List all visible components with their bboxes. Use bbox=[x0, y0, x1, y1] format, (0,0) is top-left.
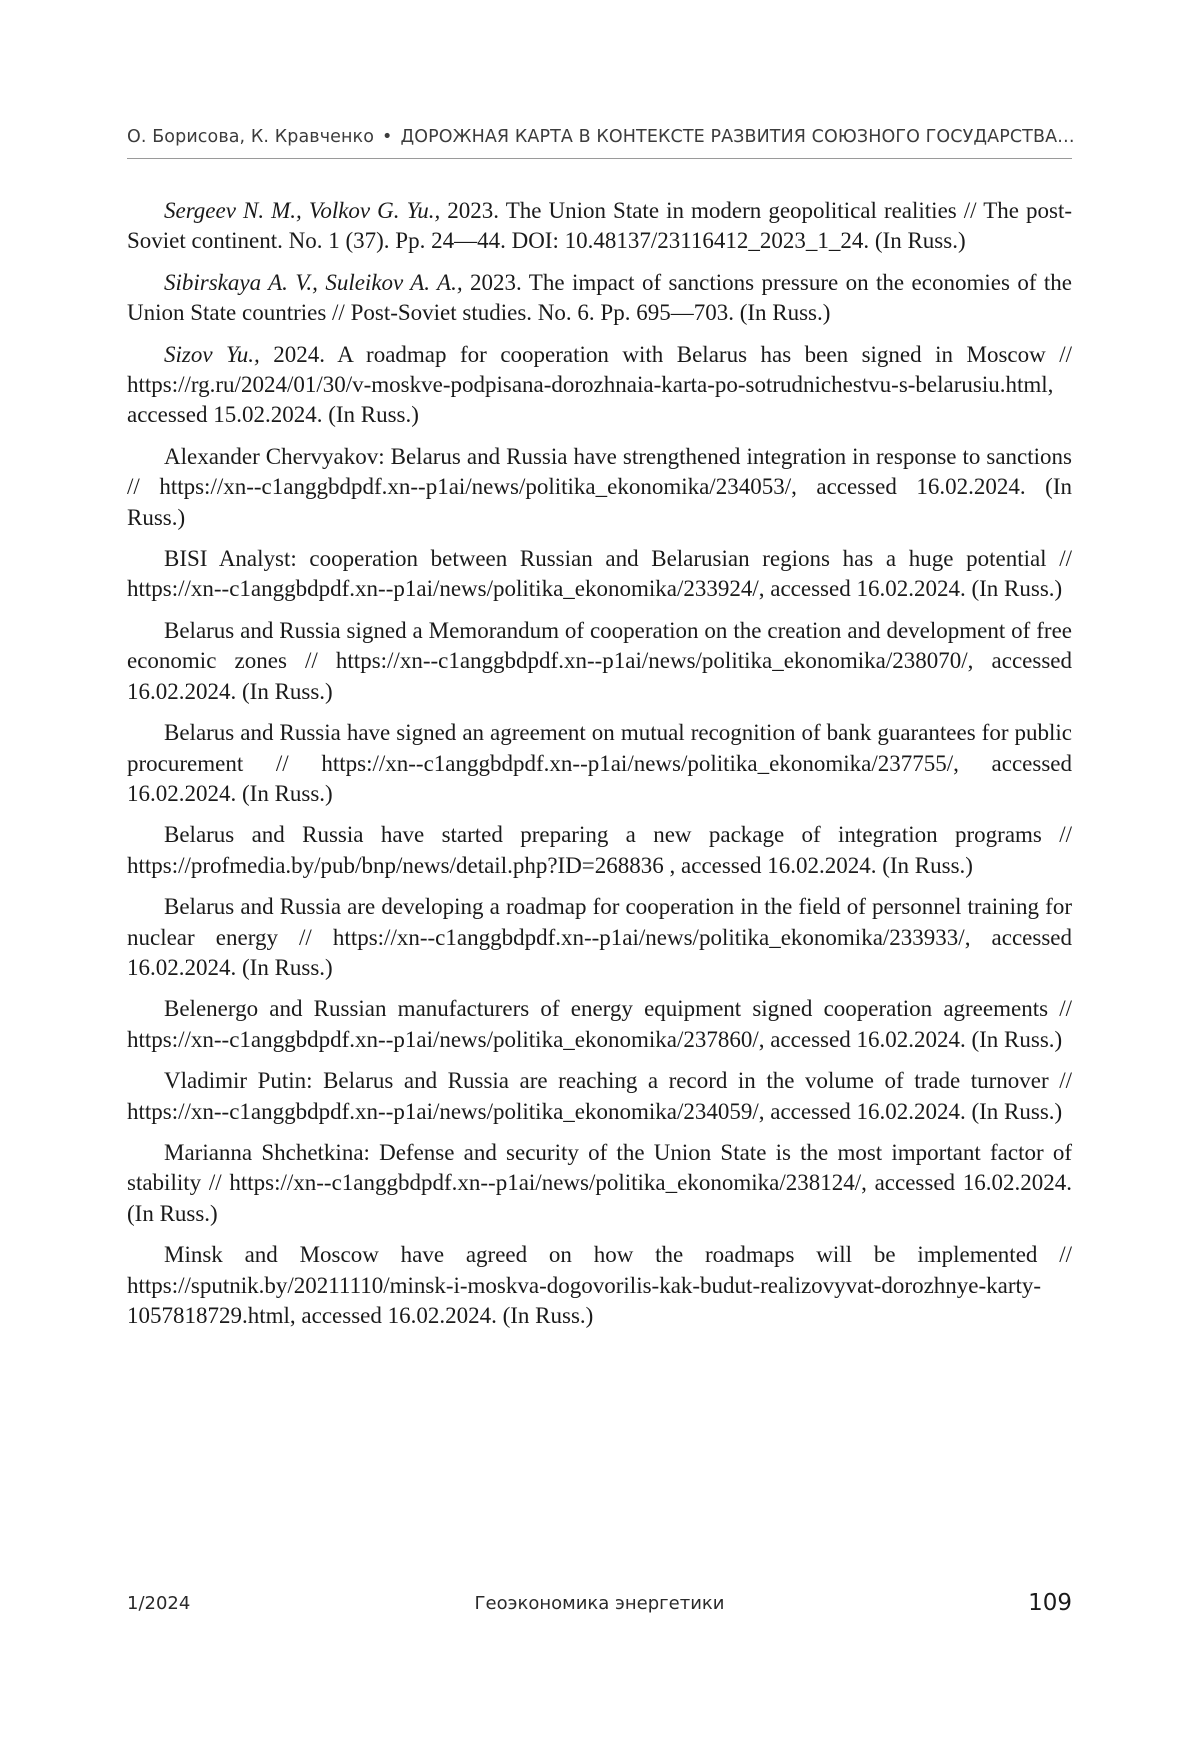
reference-text: Marianna Shchetkina: Defense and security of the Union State is the most important factor of stability // https://xn--c1anggbdpdf.xn--p1ai/news/politika_ekonomika/238124/, accessed 16.02.2024. (In Russ.) bbox=[127, 1139, 1072, 1226]
reference-item bbox=[127, 994, 1072, 1055]
reference-text: Belarus and Russia are developing a roadmap for cooperation in the field of personnel training for nuclear energy // https://xn--c1anggbdpdf.xn--p1ai/news/politika_ekonomika/233933/, accessed 16.02.2024. (In Russ.) bbox=[127, 894, 1072, 980]
running-header-title: ДОРОЖНАЯ КАРТА В КОНТЕКСТЕ РАЗВИТИЯ СОЮЗНОГО ГОСУДАРСТВА… bbox=[400, 127, 1075, 147]
reference-item bbox=[127, 1138, 1072, 1229]
reference-item bbox=[127, 340, 1072, 431]
reference-text: Alexander Chervyakov: Belarus and Russia have strengthened integration in response to sanctions // https://xn--c1anggbdpdf.xn--p1ai/news/politika_ekonomika/234053/, accessed 16.02.2024. (In Russ.) bbox=[127, 443, 1072, 530]
reference-item bbox=[127, 718, 1072, 809]
header-divider bbox=[127, 158, 1072, 159]
reference-item bbox=[127, 616, 1072, 707]
reference-text: Belenergo and Russian manufacturers of energy equipment signed cooperation agreements // https://xn--c1anggbdpdf.xn--p1ai/news/politika_ekonomika/237860/, accessed 16.02.2024. (In Russ.) bbox=[127, 996, 1072, 1052]
reference-item bbox=[127, 196, 1072, 257]
running-header-bullet: • bbox=[382, 127, 393, 147]
footer-issue: 1/2024 bbox=[127, 1593, 191, 1614]
reference-text: 2023. The impact of sanctions pressure on the economies of the Union State countries // Post-Soviet studies. No. 6. Pp. 695—703. (In Russ.) bbox=[127, 269, 1072, 326]
reference-list bbox=[127, 196, 1072, 1342]
reference-text: 2023. The Union State in modern geopolitical realities // The post-Soviet continent. No. 1 (37). Pp. 24—44. DOI: 10.48137/23116412_2023_1_24. (In Russ.) bbox=[127, 198, 1072, 254]
reference-item bbox=[127, 544, 1072, 605]
running-header-authors: О. Борисова, К. Кравченко bbox=[127, 127, 375, 147]
reference-item bbox=[127, 1240, 1072, 1331]
reference-item bbox=[127, 820, 1072, 881]
reference-text: Belarus and Russia have signed an agreement on mutual recognition of bank guarantees for public procurement // https://xn--c1anggbdpdf.xn--p1ai/news/politika_ekonomika/237755/, accessed 16.02.2024. (In Russ.) bbox=[127, 720, 1072, 806]
page-number: 109 bbox=[1028, 1590, 1072, 1616]
reference-text: Belarus and Russia signed a Memorandum of cooperation on the creation and development of free economic zones // https://xn--c1anggbdpdf.xn--p1ai/news/politika_ekonomika/238070/, accessed 16.02.2024. (In Russ.) bbox=[127, 617, 1072, 704]
page-footer bbox=[127, 1590, 1072, 1620]
reference-item bbox=[127, 892, 1072, 983]
reference-text: 2024. A roadmap for cooperation with Belarus has been signed in Moscow // https://rg.ru/2024/01/30/v-moskve-podpisana-dorozhnaia-karta-po-sotrudnichestvu-s-belarusiu.html, accessed 15.02.2024. (In Russ.) bbox=[127, 341, 1072, 428]
reference-authors: Sibirskaya A. V., Suleikov A. A., bbox=[164, 269, 463, 295]
reference-authors: Sergeev N. M., Volkov G. Yu., bbox=[164, 198, 441, 223]
reference-text: Vladimir Putin: Belarus and Russia are reaching a record in the volume of trade turnover // https://xn--c1anggbdpdf.xn--p1ai/news/politika_ekonomika/234059/, accessed 16.02.2024. (In Russ.) bbox=[127, 1068, 1072, 1124]
running-header bbox=[127, 125, 1075, 149]
footer-journal-title: Геоэкономика энергетики bbox=[474, 1593, 725, 1614]
reference-text: Belarus and Russia have started preparing a new package of integration programs // https://profmedia.by/pub/bnp/news/detail.php?ID=268836 , accessed 16.02.2024. (In Russ.) bbox=[127, 822, 1072, 878]
reference-item bbox=[127, 268, 1072, 329]
reference-item bbox=[127, 1066, 1072, 1127]
reference-authors: Sizov Yu., bbox=[164, 341, 260, 367]
reference-item bbox=[127, 442, 1072, 533]
reference-text: BISI Analyst: cooperation between Russian and Belarusian regions has a huge potential // https://xn--c1anggbdpdf.xn--p1ai/news/politika_ekonomika/233924/, accessed 16.02.2024. (In Russ.) bbox=[127, 546, 1072, 602]
reference-text: Minsk and Moscow have agreed on how the roadmaps will be implemented // https://sputnik.by/20211110/minsk-i-moskva-dogovorilis-kak-budut-realizovyvat-dorozhnye-karty-1057818729.html, accessed 16.02.2024. (In Russ.) bbox=[127, 1242, 1072, 1328]
